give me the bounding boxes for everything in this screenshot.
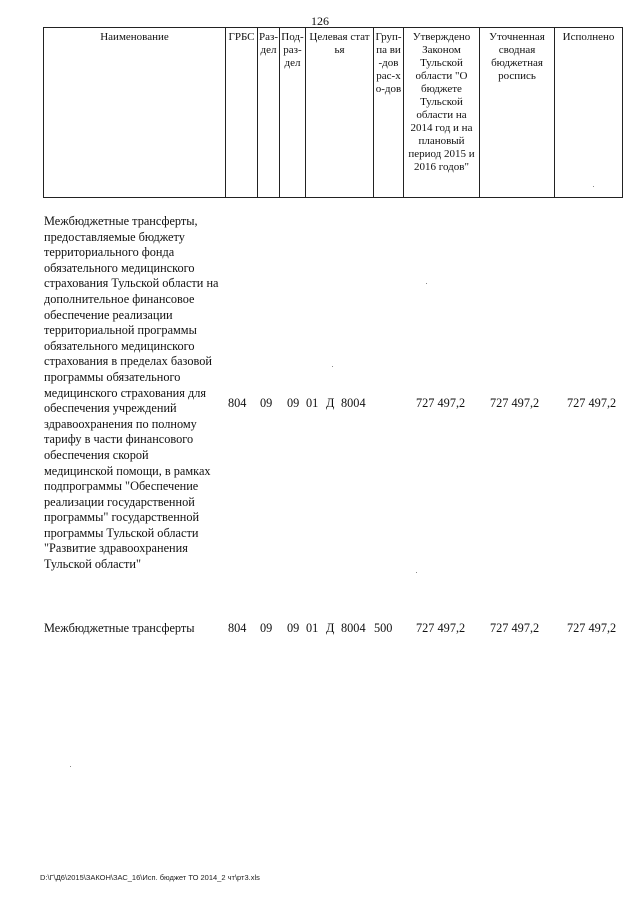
row-razdel: 09 bbox=[260, 621, 273, 635]
row-name: Межбюджетные трансферты bbox=[44, 621, 195, 635]
scan-speck bbox=[593, 186, 594, 187]
row-approved: 727 497,2 bbox=[416, 396, 466, 410]
row-refined: 727 497,2 bbox=[490, 621, 540, 635]
col-header-executed: Исполнено bbox=[555, 28, 623, 198]
col-header-group: Груп-па ви-дов рас-хо-дов bbox=[374, 28, 404, 198]
col-header-podrazdel: Под-раз-дел bbox=[280, 28, 306, 198]
row-executed: 727 497,2 bbox=[567, 621, 617, 635]
col-header-approved: Утверждено Законом Тульской области "О бюджете Тульской области на 2014 год и на плановый период 2015 и 2016 годов" bbox=[404, 28, 480, 198]
row-name: Межбюджетные трансферты, предоставляемые бюджету территориального фонда обязательного медицинского страхования Тульской области на дополнительное финансовое обеспечение реализации территориальной программы обязательного медицинского страхования в пределах базовой программы обязательного медицинского страхования для обеспечения учреждений здравоохранения по полному тарифу в части финансового обеспечения скорой медицинской помощи, в рамках подпрограммы "Обеспечение реализации государственной программы" государственной программы Тульской области "Развитие здравоохранения Тульской области" bbox=[44, 214, 219, 572]
row-podrazdel: 09 bbox=[287, 621, 300, 635]
row-approved: 727 497,2 bbox=[416, 621, 466, 635]
row-podrazdel: 09 bbox=[287, 396, 300, 410]
table-header bbox=[43, 27, 623, 198]
scan-speck bbox=[416, 572, 417, 573]
row-target-program: 01 bbox=[306, 396, 319, 410]
row-target-sub: Д bbox=[326, 396, 335, 410]
col-header-refined: Уточненная сводная бюджетная роспись bbox=[480, 28, 555, 198]
scan-speck bbox=[426, 283, 427, 284]
row-grbs: 804 bbox=[228, 396, 247, 410]
file-path-footer: D:\Г\Д6\2015\ЗАКОН\ЗАС_16\Исп. бюджет ТО 2014_2 чт\рт3.xls bbox=[40, 873, 260, 882]
col-header-target: Целевая статья bbox=[306, 28, 374, 198]
row-refined: 727 497,2 bbox=[490, 396, 540, 410]
col-header-razdel: Раз-дел bbox=[258, 28, 280, 198]
row-grbs: 804 bbox=[228, 621, 247, 635]
row-razdel: 09 bbox=[260, 396, 273, 410]
row-target-program: 01 bbox=[306, 621, 319, 635]
row-target-sub: Д bbox=[326, 621, 335, 635]
row-target-code: 8004 bbox=[341, 621, 366, 635]
row-group: 500 bbox=[374, 621, 393, 635]
col-header-grbs: ГРБС bbox=[226, 28, 258, 198]
scan-speck bbox=[70, 766, 71, 767]
row-executed: 727 497,2 bbox=[567, 396, 617, 410]
col-header-name: Наименование bbox=[44, 28, 226, 198]
page-number: 126 bbox=[311, 14, 329, 28]
scan-speck bbox=[332, 366, 333, 367]
row-target-code: 8004 bbox=[341, 396, 366, 410]
